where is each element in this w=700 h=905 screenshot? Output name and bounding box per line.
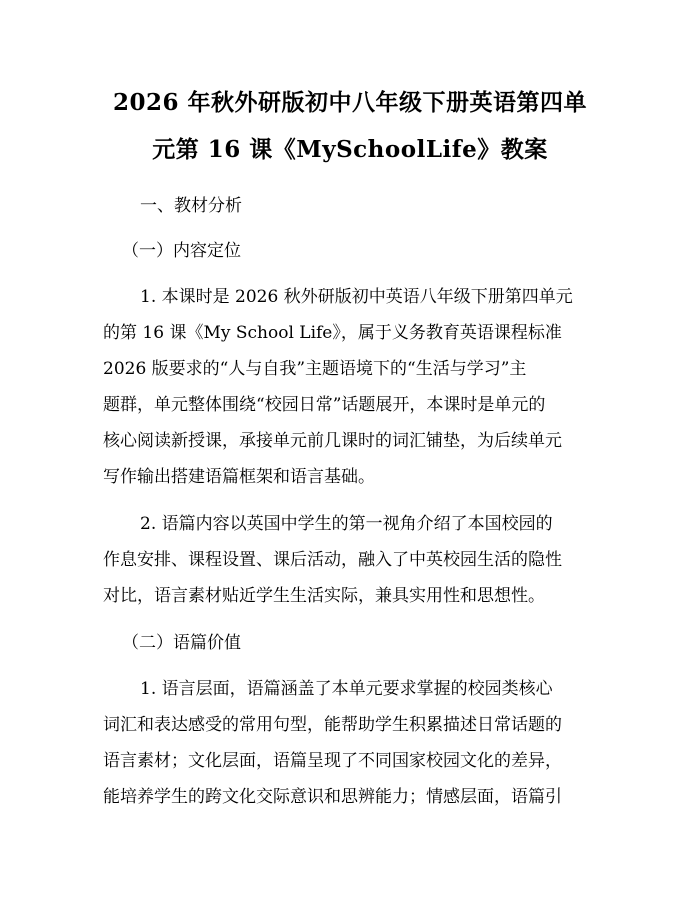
section-heading-textbook-analysis: 一、教材分析 [140,196,242,216]
paragraph-2-line-1: 2. 语篇内容以英国中学生的第一视角介绍了本国校园的 [140,514,553,534]
paragraph-1-line-6: 写作输出搭建语篇框架和语言基础。 [103,467,375,487]
paragraph-1-line-2: 的第 16 课《My School Life》，属于义务教育英语课程标准 [103,323,562,343]
paragraph-3-line-1: 1. 语言层面，语篇涵盖了本单元要求掌握的校园类核心 [140,679,553,699]
subsection-heading-discourse-value: （二）语篇价值 [122,633,241,653]
subsection-heading-content-positioning: （一）内容定位 [122,241,241,261]
document-title-line-1: 2026 年秋外研版初中八年级下册英语第四单 [112,89,588,116]
paragraph-1-line-4: 题群，单元整体围绕“校园日常”话题展开，本课时是单元的 [103,395,546,415]
paragraph-1-line-1: 1. 本课时是 2026 秋外研版初中英语八年级下册第四单元 [140,287,573,307]
paragraph-1-line-3: 2026 版要求的“人与自我”主题语境下的“生活与学习”主 [103,359,527,379]
paragraph-1-line-5: 核心阅读新授课，承接单元前几课时的词汇铺垫，为后续单元 [103,431,562,451]
document-title-line-2: 元第 16 课《MySchoolLife》教案 [152,136,548,163]
paragraph-2-line-3: 对比，语言素材贴近学生生活实际，兼具实用性和思想性。 [103,586,545,606]
paragraph-3-line-4: 能培养学生的跨文化交际意识和思辨能力；情感层面，语篇引 [103,787,562,807]
paragraph-3-line-3: 语言素材；文化层面，语篇呈现了不同国家校园文化的差异， [103,751,562,771]
paragraph-3-line-2: 词汇和表达感受的常用句型，能帮助学生积累描述日常话题的 [103,715,562,735]
paragraph-2-line-2: 作息安排、课程设置、课后活动，融入了中英校园生活的隐性 [103,550,562,570]
